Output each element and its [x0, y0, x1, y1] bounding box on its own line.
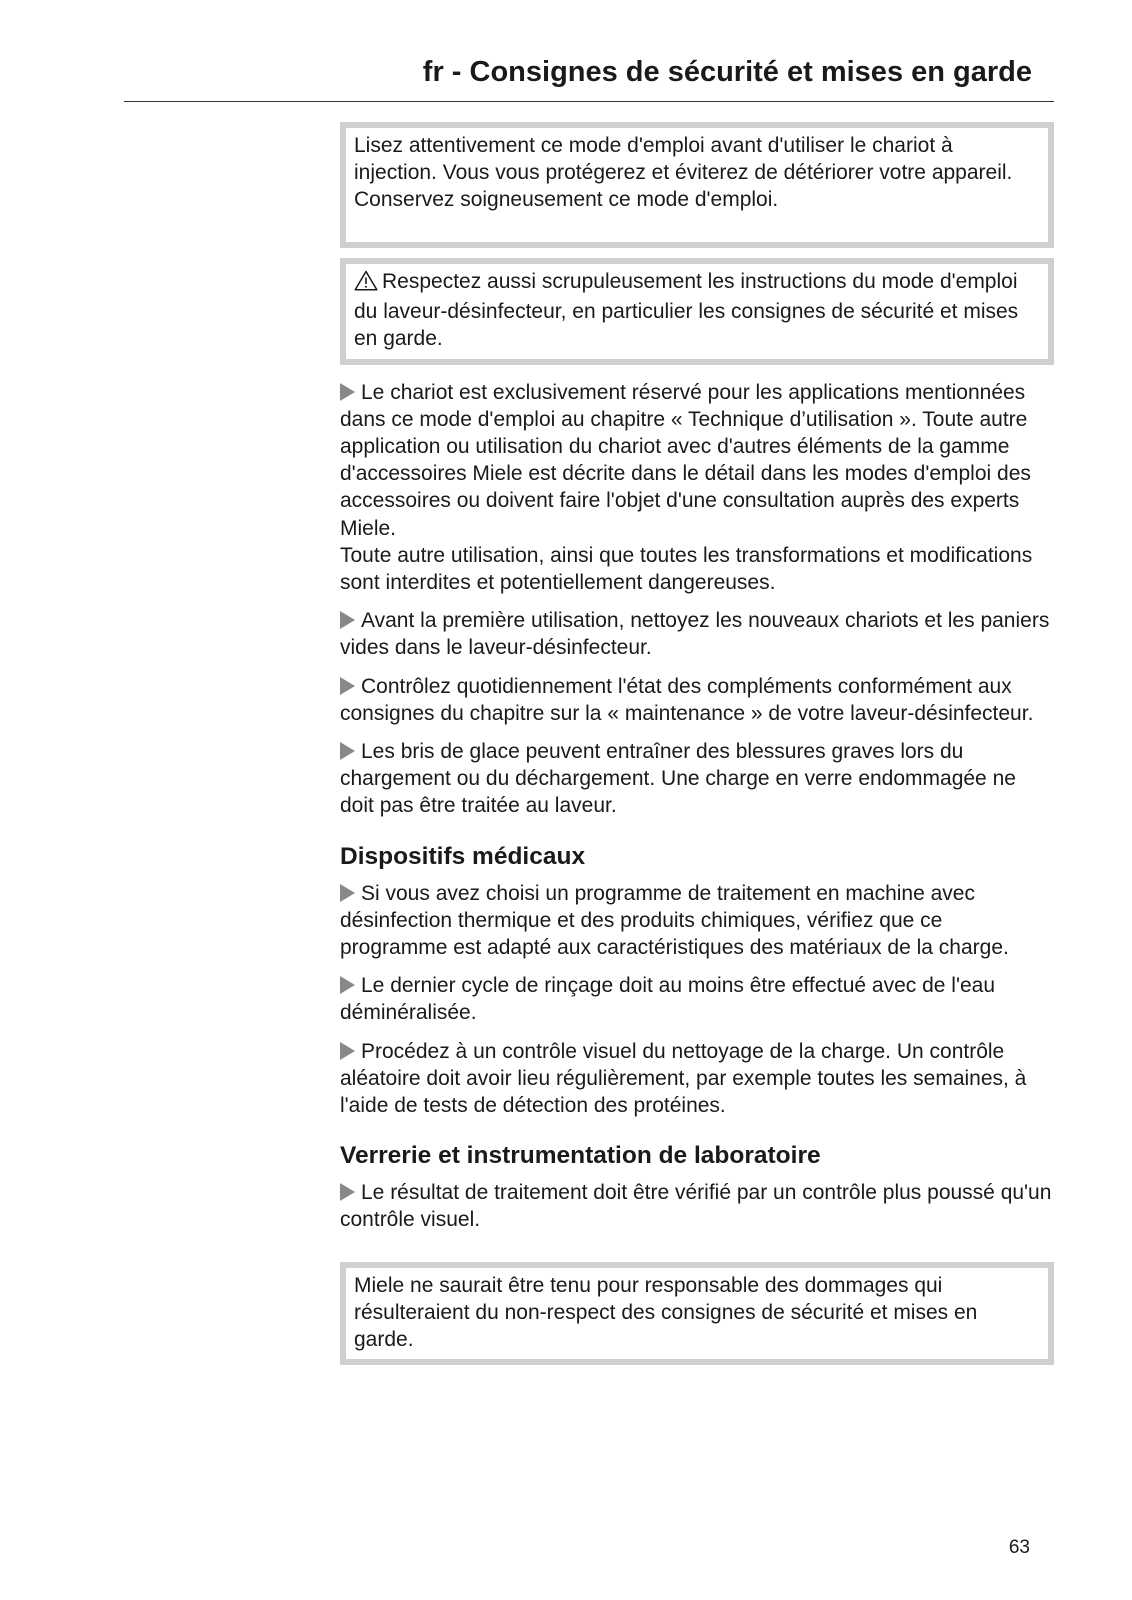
bullet-arrow-icon — [340, 976, 355, 994]
list-item — [340, 379, 1054, 597]
bullet-arrow-icon — [340, 1042, 355, 1060]
page-header-title: fr - Consignes de sécurité et mises en garde — [422, 56, 1032, 88]
list-item-text: Les bris de glace peuvent entraîner des blessures graves lors du chargement ou du déchargement. Une charge en verre endommagée ne doit pas être traitée au laveur. — [340, 740, 1016, 818]
list-item-text: Si vous avez choisi un programme de traitement en machine avec désinfection thermique et des produits chimiques, vérifiez que ce programme est adapté aux caractéristiques des matériaux de la charge. — [340, 881, 1009, 960]
list-item — [340, 880, 1054, 962]
intro-notice-box — [340, 122, 1054, 248]
list-item-text: Avant la première utilisation, nettoyez les nouveaux chariots et les paniers vides dans le laveur-désinfecteur. — [340, 609, 1050, 660]
list-item — [340, 607, 1054, 661]
list-item-text-continued: Toute autre utilisation, ainsi que toutes les transformations et modifications sont interdites et potentiellement dangereuses. — [340, 543, 1033, 595]
list-item — [340, 1038, 1054, 1120]
list-item-text: Le dernier cycle de rinçage doit au moins être effectué avec de l'eau déminéralisée. — [340, 974, 996, 1025]
warning-notice-box — [340, 258, 1054, 365]
list-item-text: Le résultat de traitement doit être vérifié par un contrôle plus poussé qu'un contrôle visuel. — [340, 1181, 1052, 1232]
list-item-text: Procédez à un contrôle visuel du nettoyage de la charge. Un contrôle aléatoire doit avoir lieu régulièrement, par exemple toutes les semaines, à l'aide de tests de détection des protéines. — [340, 1039, 1027, 1118]
list-item — [340, 673, 1054, 727]
intro-notice-text: Lisez attentivement ce mode d'emploi avant d'utiliser le chariot à injection. Vous vous protégerez et éviterez de détériorer votre appareil. Conservez soigneusement ce mode d'emploi. — [354, 134, 1013, 212]
header-divider — [124, 101, 1054, 102]
list-item — [340, 738, 1054, 820]
bullet-arrow-icon — [340, 383, 355, 401]
list-item — [340, 972, 1054, 1026]
liability-notice-text: Miele ne saurait être tenu pour responsable des dommages qui résulteraient du non-respect des consignes de sécurité et mises en garde. — [354, 1273, 978, 1352]
warning-triangle-icon — [354, 270, 378, 298]
warning-notice-text: Respectez aussi scrupuleusement les instructions du mode d'emploi du laveur-désinfecteur, en particulier les consignes de sécurité et mises en garde. — [354, 270, 1019, 351]
list-item-text: Contrôlez quotidiennement l'état des compléments conformément aux consignes du chapitre sur la « maintenance » de votre laveur-désinfecteur. — [340, 674, 1034, 725]
section-heading-medical: Dispositifs médicaux — [340, 842, 586, 870]
main-content — [340, 122, 1054, 1365]
bullet-arrow-icon — [340, 1183, 355, 1201]
bullet-arrow-icon — [340, 611, 355, 629]
page-number: 63 — [1008, 1537, 1030, 1558]
bullet-arrow-icon — [340, 677, 355, 695]
bullet-arrow-icon — [340, 884, 355, 902]
liability-notice-box — [340, 1262, 1054, 1366]
list-item-text: Le chariot est exclusivement réservé pour les applications mentionnées dans ce mode d'emploi au chapitre « Technique d’utilisation ». Toute autre application ou utilisation du chariot avec d'autres éléments de la gamme d'accessoires Miele est décrite dans le détail dans les modes d'emploi des accessoires ou doivent faire l'objet d'une consultation auprès des experts Miele. — [340, 380, 1031, 540]
list-item — [340, 1179, 1054, 1233]
bullet-arrow-icon — [340, 742, 355, 760]
section-heading-laboratory: Verrerie et instrumentation de laboratoire — [340, 1142, 821, 1170]
